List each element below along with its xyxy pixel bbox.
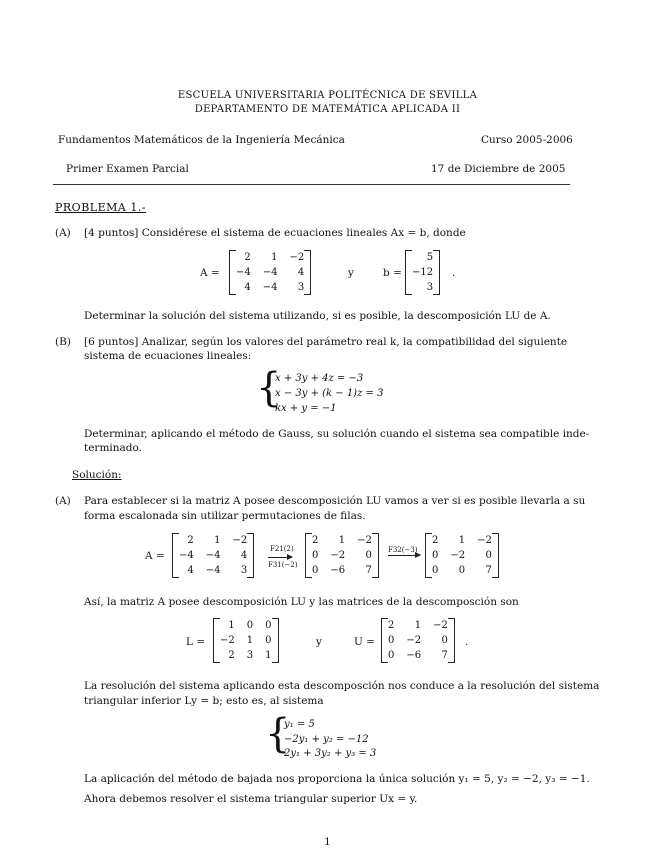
lower-eq-3: 2y₁ + 3y₂ + y₃ = 3 (284, 748, 377, 759)
exam-title: Primer Examen Parcial (66, 163, 189, 175)
matrix-entry: 1 (214, 535, 221, 546)
matrix-entry: 7 (441, 650, 448, 661)
matrix-row (214, 648, 278, 663)
department-name: DEPARTAMENTO DE MATEMÁTICA APLICADA II (194, 104, 461, 115)
lower-eq-2: −2y₁ + y₂ = −12 (284, 734, 369, 745)
vector-b-label: b = (383, 267, 402, 279)
matrix-entry: −12 (412, 267, 434, 278)
part-a-label: (A) (55, 227, 71, 239)
arrow-2 (388, 555, 420, 556)
matrix-row (382, 648, 454, 663)
matrix-entry: 4 (187, 565, 194, 576)
matrix-row (426, 548, 498, 563)
matrix-row (426, 563, 498, 578)
problem-title: PROBLEMA 1.- (55, 201, 147, 214)
matrix-row (230, 280, 310, 295)
solution-text-4: La resolución del sistema aplicando esta descomposción nos conduce a la resolución del sistema (84, 680, 600, 692)
matrix-entry: 7 (485, 565, 492, 576)
matrix-entry: −4 (205, 565, 221, 576)
matrix-entry: −4 (179, 550, 194, 561)
matrix-row (382, 618, 454, 633)
matrix-row (173, 548, 253, 563)
matrix-entry: 0 (246, 620, 254, 631)
matrix-entry: 1 (265, 650, 272, 661)
matrix-row (406, 280, 439, 295)
matrix-entry: −4 (262, 282, 278, 293)
matrix-row (306, 533, 378, 548)
matrix-row (426, 533, 498, 548)
matrix-entry: 0 (312, 565, 319, 576)
period-2: . (465, 636, 469, 648)
exam-date: 17 de Diciembre de 2005 (431, 163, 566, 175)
matrix-entry: −2 (220, 635, 235, 646)
matrix-entry: 0 (485, 550, 492, 561)
matrix-l-label: L = (186, 636, 206, 648)
matrix-row (406, 250, 439, 265)
row-op-f21: F21(2) (270, 545, 294, 553)
matrix-entry: 0 (432, 565, 439, 576)
matrix-step-2 (425, 533, 499, 578)
matrix-entry: 2 (312, 535, 319, 546)
equation-3: kx + y = −1 (275, 403, 337, 414)
matrix-row (230, 250, 310, 265)
conjunction-y-2: y (316, 636, 322, 648)
matrix-entry: −2 (406, 635, 422, 646)
part-a-task: Determinar la solución del sistema utilizando, si es posible, la descomposición LU de A. (84, 310, 551, 322)
matrix-a-label-2: A = (145, 550, 165, 562)
matrix-row (214, 618, 278, 633)
solution-text-5: triangular inferior Ly = b; esto es, al sistema (84, 695, 324, 707)
matrix-entry: 2 (432, 535, 439, 546)
matrix-entry: −6 (330, 565, 346, 576)
matrix-u-label: U = (354, 636, 375, 648)
matrix-a (229, 250, 311, 295)
matrix-entry: 3 (246, 650, 254, 661)
matrix-entry: 0 (388, 650, 395, 661)
matrix-a-label: A = (200, 267, 220, 279)
matrix-row (306, 563, 378, 578)
matrix-entry: 0 (265, 635, 272, 646)
solution-text-6: La aplicación del método de bajada nos proporciona la única solución y₁ = 5, y₂ = −2, y₃ = −1. (84, 773, 590, 785)
matrix-entry: −2 (477, 535, 492, 546)
matrix-entry: 0 (458, 565, 466, 576)
matrix-row (173, 533, 253, 548)
row-op-f32: F32(−3) (388, 546, 418, 554)
solution-title: Solución: (72, 469, 122, 481)
matrix-entry: 0 (441, 635, 448, 646)
vector-b (405, 250, 440, 295)
lower-system-brace: { (265, 711, 291, 757)
matrix-entry: 2 (244, 252, 251, 263)
matrix-entry: −2 (357, 535, 372, 546)
solution-text-2: forma escalonada sin utilizar permutaciones de filas. (84, 510, 366, 522)
matrix-row (306, 548, 378, 563)
course-year: Curso 2005-2006 (481, 134, 573, 146)
matrix-entry: 2 (228, 650, 235, 661)
matrix-entry: −4 (262, 267, 278, 278)
matrix-entry: 0 (312, 550, 319, 561)
matrix-row (173, 563, 253, 578)
solution-text-1: Para establecer si la matriz A posee descomposición LU vamos a ver si es posible llevarla a su (84, 495, 586, 507)
part-b-label: (B) (55, 336, 71, 348)
matrix-entry: −2 (450, 550, 466, 561)
page-number: 1 (324, 836, 331, 848)
matrix-entry: −4 (236, 267, 251, 278)
matrix-step-1 (305, 533, 379, 578)
matrix-entry: −2 (232, 535, 248, 546)
matrix-u (381, 618, 455, 663)
part-b-statement-1: [6 puntos] Analizar, según los valores del parámetro real k, la compatibilidad del siguiente (84, 336, 568, 348)
matrix-entry: 2 (187, 535, 194, 546)
matrix-entry: −2 (433, 620, 448, 631)
part-b-statement-2: sistema de ecuaciones lineales: (84, 350, 252, 362)
part-b-task-2: terminado. (84, 442, 142, 454)
matrix-entry: 0 (265, 620, 272, 631)
matrix-row (406, 265, 439, 280)
row-op-f31: F31(−2) (268, 561, 298, 569)
matrix-entry: 3 (297, 282, 305, 293)
matrix-a-solution (172, 533, 254, 578)
matrix-entry: −6 (406, 650, 422, 661)
system-brace: { (256, 365, 282, 411)
matrix-row (382, 633, 454, 648)
matrix-l (213, 618, 279, 663)
matrix-entry: 1 (414, 620, 422, 631)
conjunction-y: y (348, 267, 354, 279)
matrix-row (230, 265, 310, 280)
matrix-entry: 1 (246, 635, 254, 646)
matrix-entry: 1 (458, 535, 466, 546)
matrix-entry: 5 (426, 252, 434, 263)
matrix-entry: 0 (388, 635, 395, 646)
matrix-row (214, 633, 278, 648)
matrix-entry: 3 (240, 565, 248, 576)
matrix-entry: 4 (240, 550, 248, 561)
header-divider (53, 184, 570, 185)
matrix-entry: 1 (228, 620, 235, 631)
matrix-entry: −2 (330, 550, 346, 561)
part-a-statement: [4 puntos] Considérese el sistema de ecuaciones lineales Ax = b, donde (84, 227, 466, 239)
equation-1: x + 3y + 4z = −3 (275, 373, 364, 384)
solution-a-label: (A) (55, 495, 71, 507)
part-b-task-1: Determinar, aplicando el método de Gauss, su solución cuando el sistema sea compatible inde- (84, 428, 590, 440)
matrix-entry: −2 (289, 252, 305, 263)
arrow-1 (268, 557, 292, 558)
equation-2: x − 3y + (k − 1)z = 3 (275, 388, 384, 399)
matrix-entry: −4 (205, 550, 221, 561)
matrix-entry: 1 (271, 252, 278, 263)
matrix-entry: 3 (426, 282, 434, 293)
matrix-entry: 4 (244, 282, 251, 293)
matrix-entry: 2 (388, 620, 395, 631)
matrix-entry: 0 (432, 550, 439, 561)
institution-name: ESCUELA UNIVERSITARIA POLITÉCNICA DE SEVILLA (177, 90, 478, 101)
matrix-entry: 1 (338, 535, 346, 546)
period: . (452, 267, 456, 279)
course-name: Fundamentos Matemáticos de la Ingeniería Mecánica (58, 134, 345, 146)
solution-text-3: Así, la matriz A posee descomposición LU y las matrices de la descomposción son (84, 596, 519, 608)
matrix-entry: 7 (365, 565, 372, 576)
solution-text-7: Ahora debemos resolver el sistema triangular superior Ux = y. (84, 793, 418, 805)
matrix-entry: 4 (297, 267, 305, 278)
matrix-entry: 0 (365, 550, 372, 561)
lower-eq-1: y₁ = 5 (284, 719, 315, 730)
